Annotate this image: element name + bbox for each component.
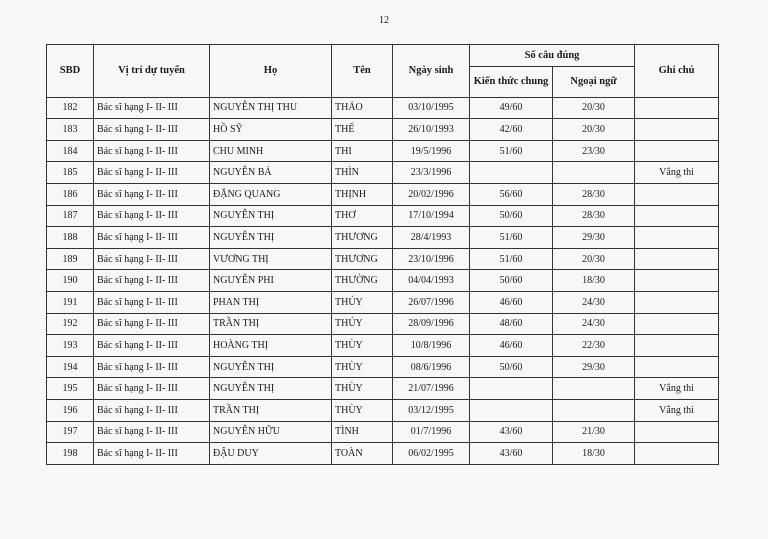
- general-score-cell: 50/60: [470, 205, 553, 227]
- sbd-cell: 191: [47, 291, 94, 313]
- surname-cell: NGUYỄN THỊ: [210, 227, 332, 249]
- position-cell: Bác sĩ hạng I- II- III: [94, 162, 210, 184]
- table-row: [47, 140, 719, 162]
- surname-cell: NGUYỄN THỊ THU: [210, 97, 332, 119]
- header-name: Tên: [332, 45, 393, 98]
- position-cell: Bác sĩ hạng I- II- III: [94, 443, 210, 465]
- table-row: [47, 356, 719, 378]
- note-cell: [635, 97, 719, 119]
- language-score-cell: 29/30: [553, 227, 635, 249]
- table-row: [47, 378, 719, 400]
- table-row: [47, 335, 719, 357]
- name-cell: THỊNH: [332, 183, 393, 205]
- name-cell: TÌNH: [332, 421, 393, 443]
- sbd-cell: 196: [47, 399, 94, 421]
- sbd-cell: 183: [47, 119, 94, 141]
- note-cell: [635, 119, 719, 141]
- surname-cell: TRẦN THỊ: [210, 399, 332, 421]
- sbd-cell: 187: [47, 205, 94, 227]
- name-cell: THƯƠNG: [332, 248, 393, 270]
- dob-cell: 19/5/1996: [393, 140, 470, 162]
- general-score-cell: [470, 378, 553, 400]
- dob-cell: 23/3/1996: [393, 162, 470, 184]
- sbd-cell: 190: [47, 270, 94, 292]
- language-score-cell: [553, 378, 635, 400]
- sbd-cell: 197: [47, 421, 94, 443]
- table-row: [47, 205, 719, 227]
- language-score-cell: 28/30: [553, 205, 635, 227]
- general-score-cell: 51/60: [470, 248, 553, 270]
- language-score-cell: 21/30: [553, 421, 635, 443]
- general-score-cell: 50/60: [470, 356, 553, 378]
- note-cell: [635, 205, 719, 227]
- sbd-cell: 186: [47, 183, 94, 205]
- name-cell: TOÀN: [332, 443, 393, 465]
- table-row: [47, 399, 719, 421]
- position-cell: Bác sĩ hạng I- II- III: [94, 140, 210, 162]
- position-cell: Bác sĩ hạng I- II- III: [94, 119, 210, 141]
- general-score-cell: 46/60: [470, 291, 553, 313]
- general-score-cell: 42/60: [470, 119, 553, 141]
- position-cell: Bác sĩ hạng I- II- III: [94, 248, 210, 270]
- surname-cell: NGUYỄN THỊ: [210, 378, 332, 400]
- dob-cell: 20/02/1996: [393, 183, 470, 205]
- position-cell: Bác sĩ hạng I- II- III: [94, 291, 210, 313]
- dob-cell: 26/10/1993: [393, 119, 470, 141]
- sbd-cell: 194: [47, 356, 94, 378]
- sbd-cell: 193: [47, 335, 94, 357]
- general-score-cell: 46/60: [470, 335, 553, 357]
- position-cell: Bác sĩ hạng I- II- III: [94, 378, 210, 400]
- name-cell: THẾ: [332, 119, 393, 141]
- language-score-cell: [553, 399, 635, 421]
- header-sbd: SBD: [47, 45, 94, 98]
- table-row: [47, 162, 719, 184]
- table-row: [47, 270, 719, 292]
- table-row: [47, 313, 719, 335]
- position-cell: Bác sĩ hạng I- II- III: [94, 356, 210, 378]
- general-score-cell: 56/60: [470, 183, 553, 205]
- language-score-cell: 23/30: [553, 140, 635, 162]
- dob-cell: 17/10/1994: [393, 205, 470, 227]
- surname-cell: HOÀNG THỊ: [210, 335, 332, 357]
- language-score-cell: 24/30: [553, 291, 635, 313]
- note-cell: Vắng thi: [635, 399, 719, 421]
- header-position: Vị trí dự tuyển: [94, 45, 210, 98]
- surname-cell: ĐẬU DUY: [210, 443, 332, 465]
- name-cell: THÌN: [332, 162, 393, 184]
- note-cell: [635, 227, 719, 249]
- dob-cell: 08/6/1996: [393, 356, 470, 378]
- general-score-cell: 51/60: [470, 227, 553, 249]
- general-score-cell: 43/60: [470, 443, 553, 465]
- surname-cell: HỒ SỸ: [210, 119, 332, 141]
- dob-cell: 03/12/1995: [393, 399, 470, 421]
- language-score-cell: 18/30: [553, 443, 635, 465]
- page-number: 12: [379, 15, 389, 26]
- language-score-cell: 18/30: [553, 270, 635, 292]
- sbd-cell: 188: [47, 227, 94, 249]
- dob-cell: 28/4/1993: [393, 227, 470, 249]
- language-score-cell: 22/30: [553, 335, 635, 357]
- surname-cell: NGUYỄN HỮU: [210, 421, 332, 443]
- dob-cell: 23/10/1996: [393, 248, 470, 270]
- surname-cell: NGUYỄN THỊ: [210, 356, 332, 378]
- note-cell: [635, 291, 719, 313]
- sbd-cell: 185: [47, 162, 94, 184]
- language-score-cell: 20/30: [553, 97, 635, 119]
- general-score-cell: 48/60: [470, 313, 553, 335]
- surname-cell: NGUYỄN PHI: [210, 270, 332, 292]
- dob-cell: 01/7/1996: [393, 421, 470, 443]
- surname-cell: ĐẶNG QUANG: [210, 183, 332, 205]
- table-row: [47, 291, 719, 313]
- header-row: [47, 45, 719, 67]
- dob-cell: 28/09/1996: [393, 313, 470, 335]
- name-cell: THÙY: [332, 399, 393, 421]
- general-score-cell: [470, 162, 553, 184]
- sbd-cell: 182: [47, 97, 94, 119]
- dob-cell: 06/02/1995: [393, 443, 470, 465]
- surname-cell: VƯƠNG THỊ: [210, 248, 332, 270]
- surname-cell: NGUYỄN BÁ: [210, 162, 332, 184]
- name-cell: THÚY: [332, 313, 393, 335]
- header-surname: Họ: [210, 45, 332, 98]
- header-dob: Ngày sinh: [393, 45, 470, 98]
- table-row: [47, 183, 719, 205]
- position-cell: Bác sĩ hạng I- II- III: [94, 183, 210, 205]
- language-score-cell: 20/30: [553, 248, 635, 270]
- note-cell: [635, 421, 719, 443]
- position-cell: Bác sĩ hạng I- II- III: [94, 335, 210, 357]
- table-row: [47, 97, 719, 119]
- surname-cell: CHU MINH: [210, 140, 332, 162]
- name-cell: THÙY: [332, 378, 393, 400]
- header-correct-answers: Số câu đúng: [470, 45, 635, 67]
- general-score-cell: 49/60: [470, 97, 553, 119]
- dob-cell: 21/07/1996: [393, 378, 470, 400]
- name-cell: THÙY: [332, 335, 393, 357]
- name-cell: THÙY: [332, 356, 393, 378]
- surname-cell: PHAN THỊ: [210, 291, 332, 313]
- results-table: [46, 44, 719, 465]
- sbd-cell: 198: [47, 443, 94, 465]
- sbd-cell: 189: [47, 248, 94, 270]
- general-score-cell: 50/60: [470, 270, 553, 292]
- note-cell: [635, 443, 719, 465]
- note-cell: [635, 313, 719, 335]
- dob-cell: 04/04/1993: [393, 270, 470, 292]
- name-cell: THÚY: [332, 291, 393, 313]
- name-cell: THẢO: [332, 97, 393, 119]
- dob-cell: 10/8/1996: [393, 335, 470, 357]
- name-cell: THƯƠNG: [332, 227, 393, 249]
- position-cell: Bác sĩ hạng I- II- III: [94, 313, 210, 335]
- language-score-cell: 24/30: [553, 313, 635, 335]
- note-cell: Vắng thi: [635, 162, 719, 184]
- surname-cell: NGUYỄN THỊ: [210, 205, 332, 227]
- language-score-cell: 29/30: [553, 356, 635, 378]
- name-cell: THI: [332, 140, 393, 162]
- language-score-cell: 28/30: [553, 183, 635, 205]
- name-cell: THƠ: [332, 205, 393, 227]
- general-score-cell: 43/60: [470, 421, 553, 443]
- note-cell: [635, 183, 719, 205]
- header-foreign-language: Ngoại ngữ: [553, 66, 635, 97]
- table-row: [47, 421, 719, 443]
- note-cell: Vắng thi: [635, 378, 719, 400]
- name-cell: THƯỜNG: [332, 270, 393, 292]
- header-note: Ghi chú: [635, 45, 719, 98]
- surname-cell: TRẦN THỊ: [210, 313, 332, 335]
- position-cell: Bác sĩ hạng I- II- III: [94, 421, 210, 443]
- note-cell: [635, 140, 719, 162]
- note-cell: [635, 248, 719, 270]
- language-score-cell: 20/30: [553, 119, 635, 141]
- position-cell: Bác sĩ hạng I- II- III: [94, 97, 210, 119]
- sbd-cell: 195: [47, 378, 94, 400]
- note-cell: [635, 270, 719, 292]
- sbd-cell: 192: [47, 313, 94, 335]
- note-cell: [635, 356, 719, 378]
- dob-cell: 03/10/1995: [393, 97, 470, 119]
- table-row: [47, 227, 719, 249]
- table-row: [47, 119, 719, 141]
- note-cell: [635, 335, 719, 357]
- position-cell: Bác sĩ hạng I- II- III: [94, 270, 210, 292]
- language-score-cell: [553, 162, 635, 184]
- header-general-knowledge: Kiến thức chung: [470, 66, 553, 97]
- table-body: [47, 97, 719, 464]
- sbd-cell: 184: [47, 140, 94, 162]
- dob-cell: 26/07/1996: [393, 291, 470, 313]
- table-row: [47, 443, 719, 465]
- general-score-cell: [470, 399, 553, 421]
- position-cell: Bác sĩ hạng I- II- III: [94, 227, 210, 249]
- position-cell: Bác sĩ hạng I- II- III: [94, 399, 210, 421]
- general-score-cell: 51/60: [470, 140, 553, 162]
- table-row: [47, 248, 719, 270]
- position-cell: Bác sĩ hạng I- II- III: [94, 205, 210, 227]
